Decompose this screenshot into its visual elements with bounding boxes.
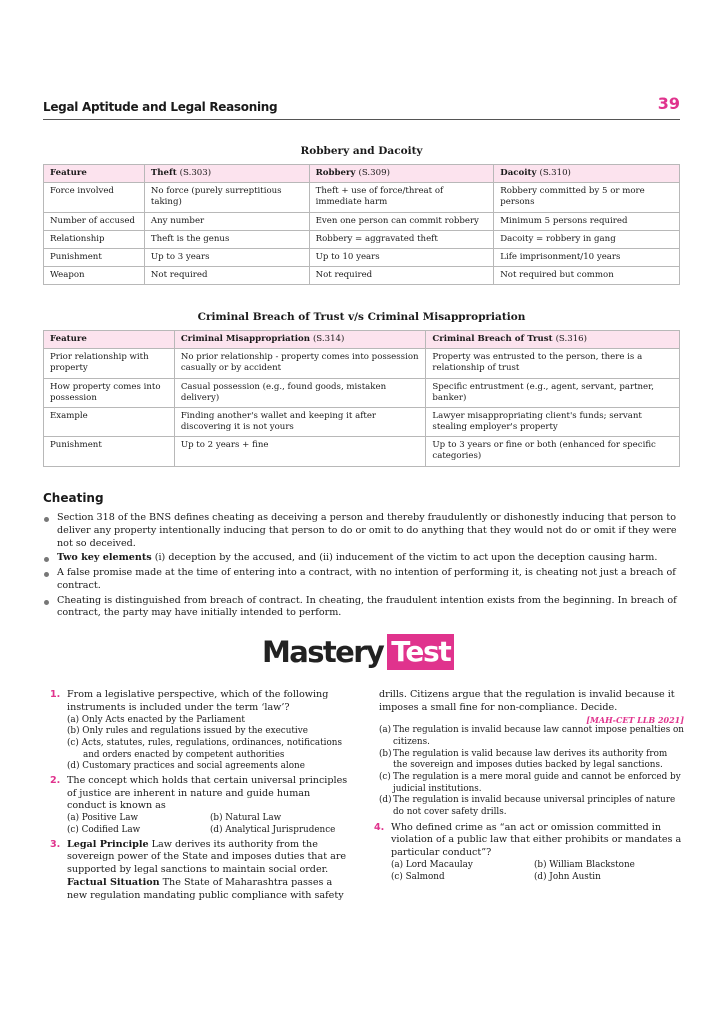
bullet-icon [44, 600, 49, 605]
table-cell: Weapon [44, 267, 145, 285]
table-row [44, 212, 680, 230]
question-text: Who defined crime as “an act or omission committed in violation of a public law that either prohibits or mandates a particular conduct”? [391, 821, 682, 859]
mastery-test-banner [262, 634, 454, 670]
cbt-misappropriation-table [43, 330, 680, 467]
page-number: 39 [657, 94, 680, 113]
table-cell: Dacoity = robbery in gang [494, 230, 680, 248]
table-row [44, 407, 680, 436]
table-cell: Up to 2 years + fine [174, 437, 426, 466]
option-d: (d) Analytical Jurisprudence [210, 824, 336, 835]
table-header-row [44, 165, 680, 183]
table-cell: Theft is the genus [144, 230, 309, 248]
option-a: (a) The regulation is invalid because law cannot impose penalties on citizens. [379, 725, 684, 747]
table-cell: Up to 10 years [309, 248, 494, 266]
table-cell: How property comes into possession [44, 378, 175, 407]
table-row [44, 230, 680, 248]
table-cell: Not required but common [494, 267, 680, 285]
list-item: A false promise made at the time of entering into a contract, with no intention of performing it, is cheating not just a breach of contract. [43, 567, 683, 593]
table-row [44, 248, 680, 266]
question-2 [50, 775, 350, 837]
bullet-icon [44, 572, 49, 577]
list-item: Cheating is distinguished from breach of contract. In cheating, the fraudulent intention exists from the beginning. In breach of contract, the party may have initially intended to perform. [43, 595, 683, 621]
table-cell: Robbery committed by 5 or more persons [494, 183, 680, 212]
option-b: (b) Natural Law [210, 813, 282, 824]
table-cell: Finding another's wallet and keeping it after discovering it is not yours [174, 407, 426, 436]
question-3 [50, 839, 350, 903]
option-c: (c) The regulation is a mere moral guide and cannot be enforced by judicial institutions. [379, 771, 681, 794]
option-d: (d) Customary practices and social agreements alone [67, 761, 305, 772]
table-cell: Not required [144, 267, 309, 285]
column-header: Feature [44, 331, 175, 349]
option-c: (c) Salmond [391, 871, 445, 882]
table-cell: Even one person can commit robbery [309, 212, 494, 230]
cheating-heading: Cheating [43, 491, 104, 505]
table-cell: Up to 3 years [144, 248, 309, 266]
table-cell: Robbery = aggravated theft [309, 230, 494, 248]
table-cell: Relationship [44, 230, 145, 248]
questions-left-column [50, 689, 350, 904]
table-cell: Specific entrustment (e.g., agent, servant, partner, banker) [426, 378, 680, 407]
table2-caption: Criminal Breach of Trust v/s Criminal Misappropriation [197, 311, 526, 323]
options [391, 860, 684, 883]
option-c: (c) Acts, statutes, rules, regulations, ordinances, notifications and orders enacted by competent authorities [67, 737, 342, 760]
bullet-icon [44, 517, 49, 522]
option-b: (b) The regulation is valid because law derives its authority from the sovereign and imposes duties backed by legal sanctions. [379, 748, 668, 771]
option-a: (a) Lord Macaulay [391, 859, 473, 870]
list-item: Two key elements (i) deception by the accused, and (ii) inducement of the victim to act upon the deception causing harm. [43, 552, 683, 565]
questions-right-column [374, 689, 684, 885]
table-cell: Punishment [44, 248, 145, 266]
column-header: Dacoity (S.310) [494, 165, 680, 183]
column-header: Criminal Misappropriation (S.314) [174, 331, 426, 349]
table-cell: Any number [144, 212, 309, 230]
question-text: Legal Principle Law derives its authority from the sovereign power of the State and imposes duties that are supported by legal sanctions to maintain social order. Factual Situation The State of Maharashtra passes a new regulation mandating public compliance with safety [67, 838, 347, 901]
question-text: The concept which holds that certain universal principles of justice are inherent in nature and guide human conduct is known as [67, 774, 348, 812]
table-cell: Force involved [44, 183, 145, 212]
question-1 [50, 689, 350, 773]
table-cell: Punishment [44, 437, 175, 466]
table-cell: No force (purely surreptitious taking) [144, 183, 309, 212]
column-header: Criminal Breach of Trust (S.316) [426, 331, 680, 349]
table-cell: Example [44, 407, 175, 436]
options [67, 715, 350, 773]
cheating-bullets [43, 512, 683, 622]
legal-principle-label: Legal Principle [67, 838, 149, 850]
table-cell: Property was entrusted to the person, there is a relationship of trust [426, 349, 680, 378]
list-item: Section 318 of the BNS defines cheating as deceiving a person and thereby fraudulently or dishonestly inducing that person to deliver any property intentionally inducing that person to do or omit to do anything that they would not do or omit if they were not so deceived. [43, 512, 683, 550]
question-number: 2. [50, 774, 61, 786]
column-header: Theft (S.303) [144, 165, 309, 183]
table-cell: Theft + use of force/threat of immediate harm [309, 183, 494, 212]
table-cell: Number of accused [44, 212, 145, 230]
banner-word-test: Test [387, 634, 454, 670]
banner-word-mastery: Mastery [262, 635, 384, 669]
option-b: (b) William Blackstone [534, 859, 635, 870]
table-cell: Casual possession (e.g., found goods, mistaken delivery) [174, 378, 426, 407]
options [67, 813, 350, 836]
table-row [44, 183, 680, 212]
column-header: Feature [44, 165, 145, 183]
table-row [44, 437, 680, 466]
option-a: (a) Only Acts enacted by the Parliament [67, 714, 245, 725]
option-b: (b) Only rules and regulations issued by the executive [67, 726, 308, 737]
table-row [44, 378, 680, 407]
question-number: 4. [374, 821, 385, 833]
question-number: 3. [50, 838, 61, 850]
table1-caption: Robbery and Dacoity [300, 145, 423, 157]
exam-source-tag: [MAH-CET LLB 2021] [586, 714, 684, 725]
table-row [44, 349, 680, 378]
robbery-dacoity-table [43, 164, 680, 285]
page-header [43, 96, 680, 120]
table-row [44, 267, 680, 285]
option-a: (a) Positive Law [67, 813, 139, 824]
table-cell: Prior relationship with property [44, 349, 175, 378]
question-number: 1. [50, 689, 61, 700]
table-cell: Lawyer misappropriating client's funds; servant stealing employer's property [426, 407, 680, 436]
table-cell: Up to 3 years or fine or both (enhanced for specific categories) [426, 437, 680, 466]
factual-situation-label: Factual Situation [67, 876, 160, 888]
bullet-icon [44, 557, 49, 562]
table-cell: Minimum 5 persons required [494, 212, 680, 230]
option-c: (c) Codified Law [67, 824, 141, 835]
table-cell: No prior relationship - property comes into possession casually or by accident [174, 349, 426, 378]
question-4 [374, 822, 684, 884]
option-d: (d) The regulation is invalid because universal principles of nature do not cover safety drills. [379, 795, 676, 817]
table-cell: Life imprisonment/10 years [494, 248, 680, 266]
question-3-continued [379, 689, 684, 819]
question-text-continued: drills. Citizens argue that the regulation is invalid because it imposes a small fine for non-compliance. Decide. [379, 689, 675, 713]
option-d: (d) John Austin [534, 871, 601, 882]
question-text: From a legislative perspective, which of the following instruments is included under the term ‘law’? [67, 689, 329, 713]
options [379, 725, 684, 819]
running-title: Legal Aptitude and Legal Reasoning [43, 100, 278, 114]
table-cell: Not required [309, 267, 494, 285]
table-header-row [44, 331, 680, 349]
column-header: Robbery (S.309) [309, 165, 494, 183]
